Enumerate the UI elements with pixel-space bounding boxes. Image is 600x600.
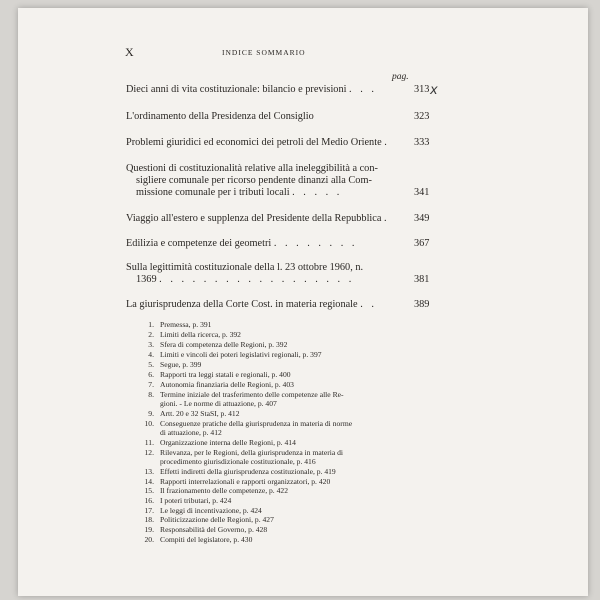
leader-dots: . . . . . — [292, 187, 343, 199]
toc-entry — [126, 262, 406, 286]
item-number: 18. — [144, 515, 154, 524]
item-text: Sfera di competenza delle Regioni, p. 392 — [160, 340, 288, 349]
entry-page: 323 — [414, 111, 430, 122]
page-number-roman: X — [125, 45, 135, 59]
handwritten-mark: x — [430, 83, 438, 98]
entry-title-cont: 1369 — [136, 274, 157, 286]
entry-page: 389 — [414, 299, 430, 310]
item-number: 13. — [144, 467, 154, 476]
item-text: Organizzazione interna delle Regioni, p. 414 — [160, 438, 296, 447]
entry-page: 341 — [414, 187, 430, 198]
item-text: Rapporti interrelazionali e rapporti organizzatori, p. 420 — [160, 477, 331, 486]
entry-title: Viaggio all'estero e supplenza del Presidente della Repubblica — [126, 213, 382, 224]
entry-title: L'ordinamento della Presidenza del Consiglio — [126, 111, 314, 122]
item-number: 4. — [148, 350, 154, 359]
toc-entry — [126, 213, 406, 225]
toc-entry — [126, 84, 406, 96]
leader-dots: . — [384, 213, 390, 224]
running-header: INDICE SOMMARIO — [222, 48, 306, 57]
item-text: Autonomia finanziaria delle Regioni, p. 403 — [160, 380, 294, 389]
toc-entry — [126, 299, 406, 311]
item-number: 12. — [144, 448, 154, 457]
item-number: 9. — [148, 409, 154, 418]
item-text: Effetti indiretti della giurisprudenza costituzionale, p. 419 — [160, 467, 336, 476]
entry-page: 381 — [414, 274, 430, 285]
entry-title-cont: missione comunale per i tributi locali — [136, 187, 290, 199]
pag-column-label: pag. — [392, 72, 409, 82]
entry-title: Sulla legittimità costituzionale della l. 23 ottobre 1960, n. — [126, 262, 364, 273]
item-text: Artt. 20 e 32 StaSI, p. 412 — [160, 409, 240, 418]
entry-title-cont: sigliere comunale per ricorso pendente dinanzi alla Com- — [136, 175, 372, 187]
entry-page: 313 — [414, 84, 430, 95]
item-number: 10. — [144, 419, 154, 428]
toc-entry — [126, 137, 406, 149]
item-text: Premessa, p. 391 — [160, 320, 212, 329]
item-text: Rapporti tra leggi statali e regionali, p. 400 — [160, 370, 291, 379]
leader-dots: . — [384, 137, 390, 148]
item-number: 15. — [144, 486, 154, 495]
item-number: 6. — [148, 370, 154, 379]
entry-title: La giurisprudenza della Corte Cost. in materia regionale — [126, 299, 358, 310]
item-text-cont: gioni. - Le norme di attuazione, p. 407 — [160, 399, 277, 408]
entry-page: 367 — [414, 238, 430, 249]
item-number: 20. — [144, 535, 154, 544]
item-number: 7. — [148, 380, 154, 389]
item-number: 11. — [144, 438, 154, 447]
item-text: Rilevanza, per le Regioni, della giurisprudenza in materia di — [160, 448, 344, 457]
entry-page: 349 — [414, 213, 430, 224]
item-number: 5. — [148, 360, 154, 369]
item-number: 14. — [144, 477, 154, 486]
item-text-cont: procedimento giurisdizionale costituzionale, p. 416 — [160, 457, 316, 466]
item-text: Il frazionamento delle competenze, p. 422 — [160, 486, 288, 495]
item-text: Responsabilità del Governo, p. 428 — [160, 525, 268, 534]
item-text: Le leggi di incentivazione, p. 424 — [160, 506, 262, 515]
item-number: 19. — [144, 525, 154, 534]
item-number: 1. — [148, 320, 154, 329]
entry-title: Problemi giuridici ed economici dei petroli del Medio Oriente — [126, 137, 382, 148]
item-number: 17. — [144, 506, 154, 515]
item-text: Limiti della ricerca, p. 392 — [160, 330, 241, 339]
toc-entry — [126, 111, 406, 123]
item-text: Conseguenze pratiche della giurisprudenza in materia di norme — [160, 419, 353, 428]
entry-page: 333 — [414, 137, 430, 148]
leader-dots: . . . . . . . . . . . . . . . . . . — [159, 274, 355, 286]
item-number: 3. — [148, 340, 154, 349]
item-text: Termine iniziale del trasferimento delle competenze alle Re- — [160, 390, 344, 399]
item-text: Politicizzazione delle Regioni, p. 427 — [160, 515, 274, 524]
item-number: 2. — [148, 330, 154, 339]
item-text: Limiti e vincoli dei poteri legislativi regionali, p. 397 — [160, 350, 322, 359]
leader-dots: . . . . . . . . — [273, 238, 358, 249]
item-text: I poteri tributari, p. 424 — [160, 496, 232, 505]
item-text-cont: di attuazione, p. 412 — [160, 428, 222, 437]
toc-entry — [126, 238, 406, 250]
entry-title: Dieci anni di vita costituzionale: bilancio e previsioni — [126, 84, 347, 95]
leader-dots: . . . — [349, 84, 377, 95]
toc-entry — [126, 163, 406, 200]
leader-dots: . . — [360, 299, 377, 310]
item-number: 8. — [148, 390, 154, 399]
item-text: Segue, p. 399 — [160, 360, 202, 369]
entry-title: Questioni di costituzionalità relative alla ineleggibilità a con- — [126, 163, 378, 174]
item-number: 16. — [144, 496, 154, 505]
entry-title: Edilizia e competenze dei geometri — [126, 238, 272, 249]
item-text: Compiti del legislatore, p. 430 — [160, 535, 253, 544]
